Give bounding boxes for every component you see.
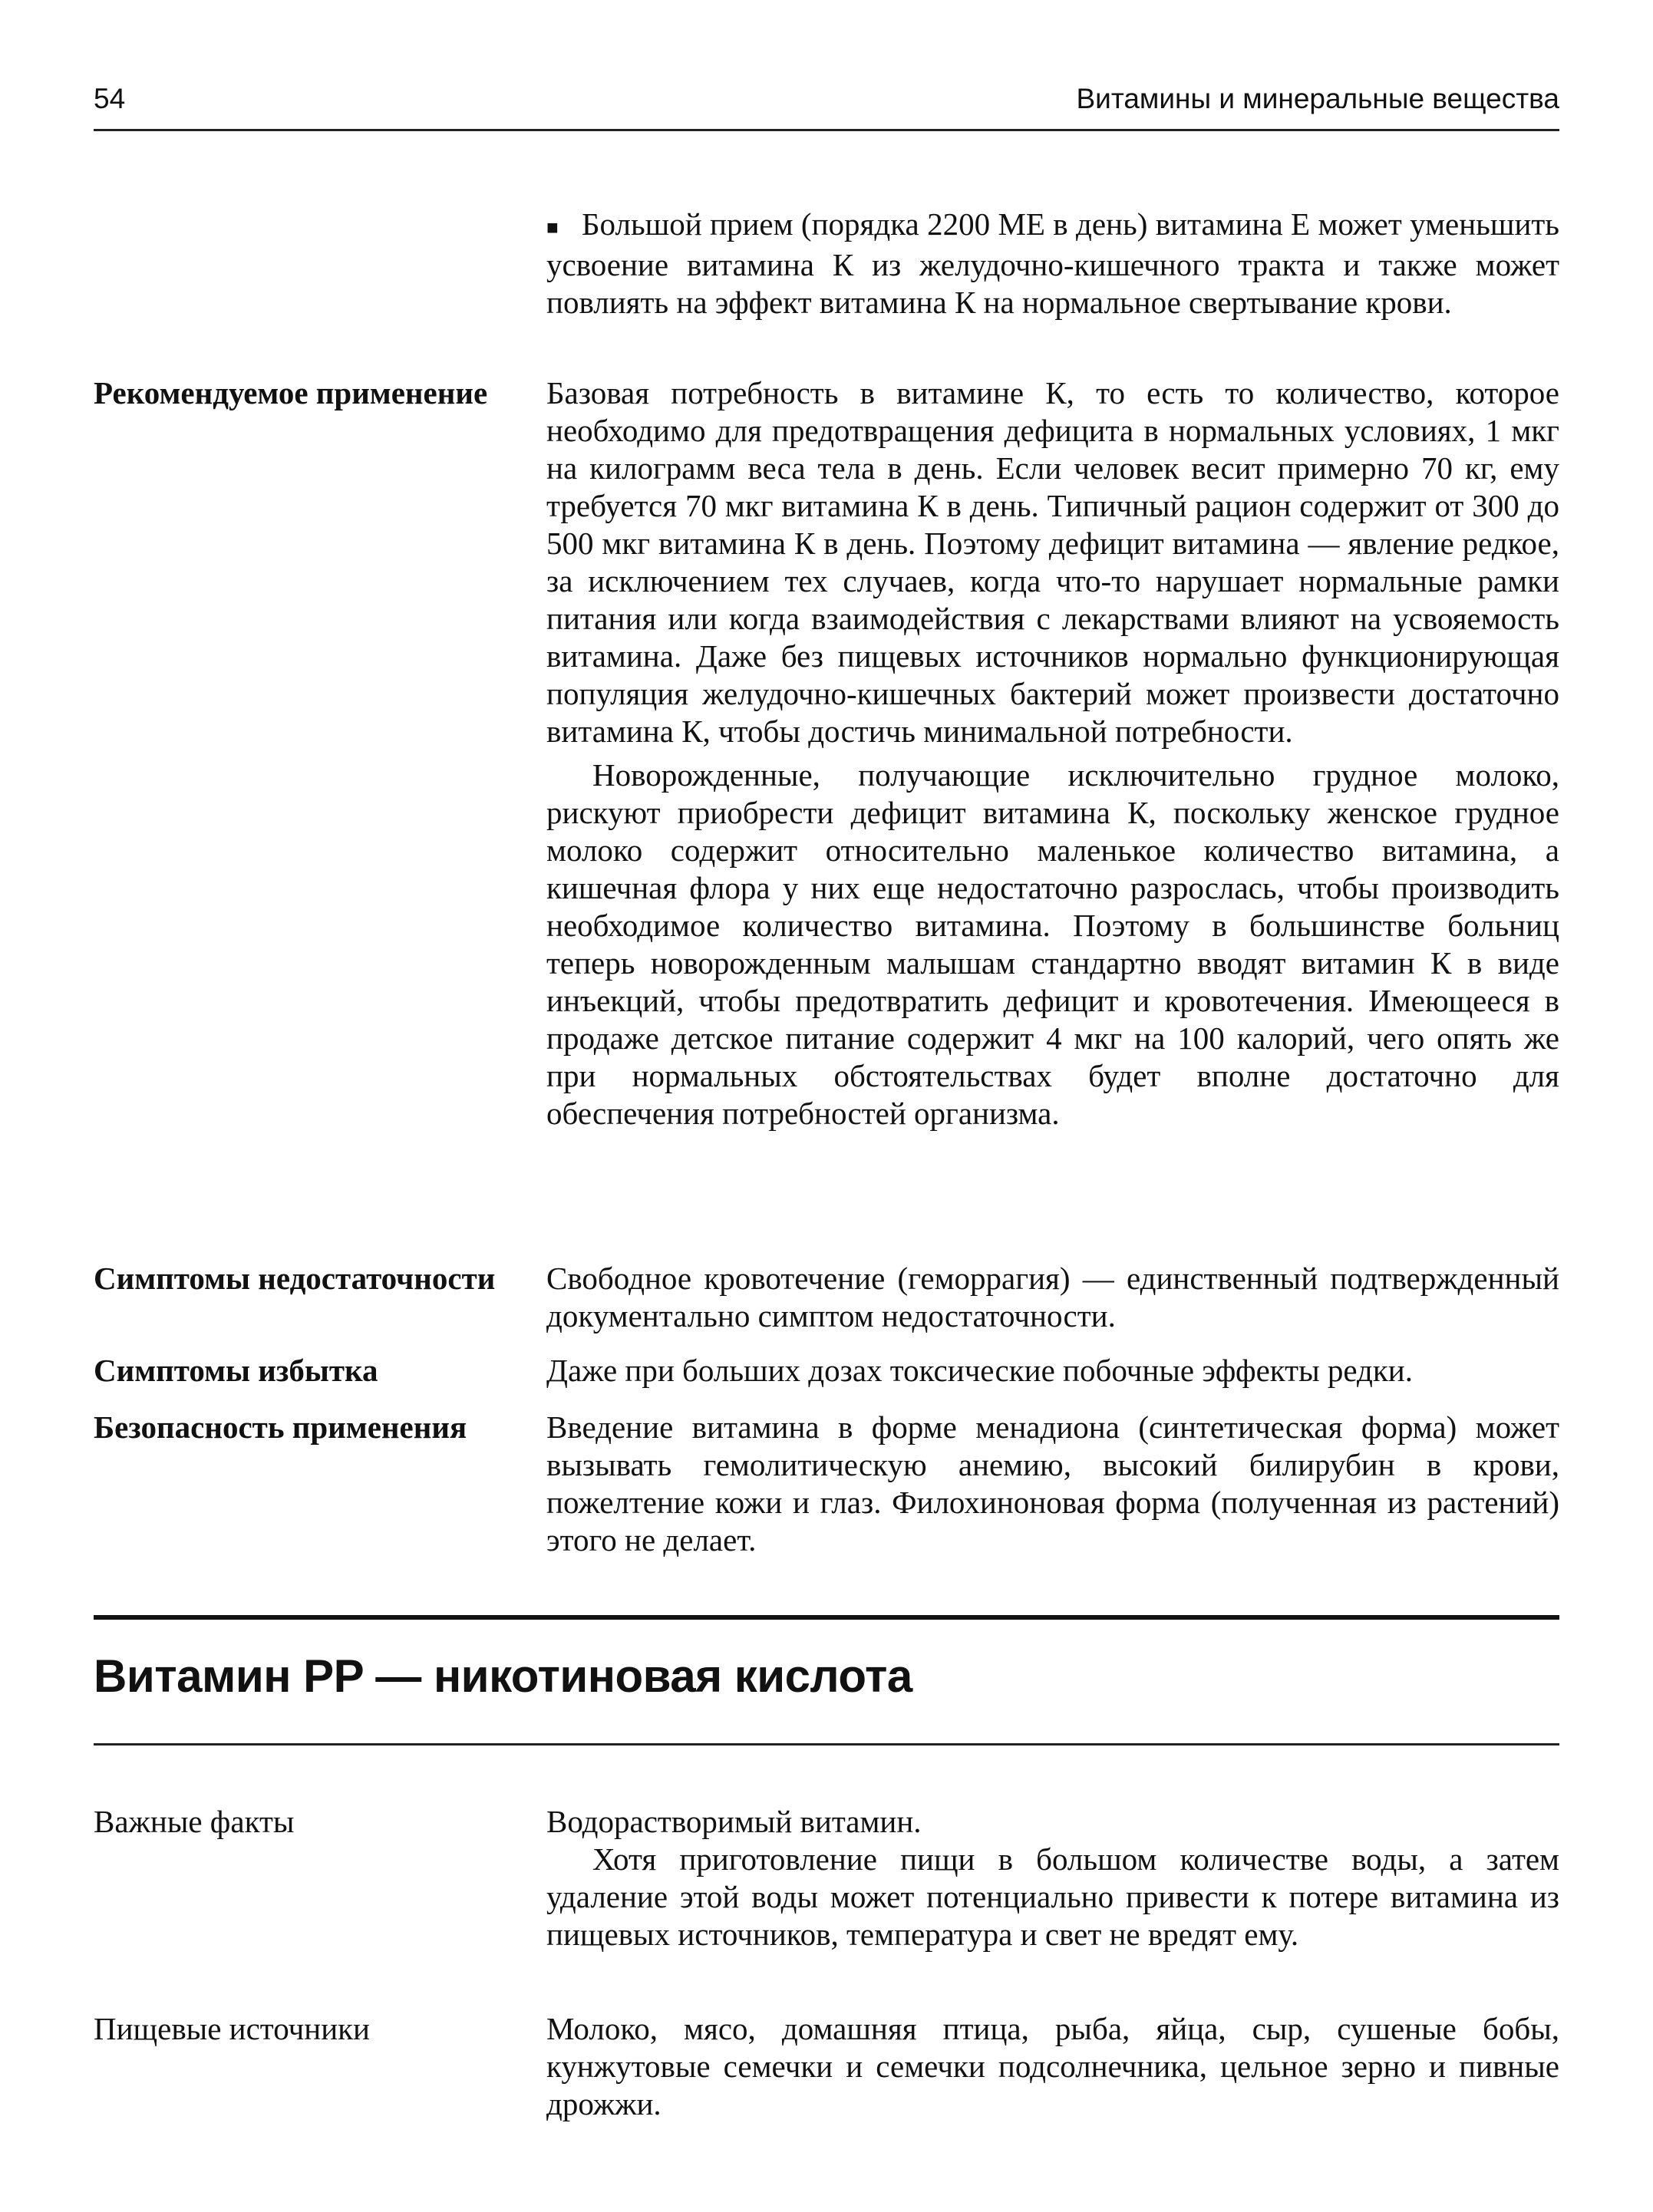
safety-text: Введение витамина в форме менадиона (синтетическая форма) может вызывать гемолитическую анемию, высокий билирубин в крови, пожелтение кожи и глаз. Филохиноновая форма (полученная из растений) этого не делает.: [546, 1409, 1559, 1558]
excess-text: Даже при больших дозах токсические побочные эффекты редки.: [546, 1353, 1414, 1388]
sources-label: Пищевые источники: [94, 2011, 370, 2046]
sources-text: Молоко, мясо, домашняя птица, рыба, яйца, сыр, сушеные бобы, кунжутовые семечки и семечки подсолнечника, цельное зерно и пивные дрожжи.: [546, 2011, 1559, 2121]
facts-label: Важные факты: [94, 1804, 295, 1839]
running-title: Витамины и минеральные вещества: [1076, 83, 1559, 114]
intro-bullet: [546, 206, 1559, 321]
excess-label: Симптомы избытка: [94, 1353, 378, 1388]
safety-label: Безопасность применения: [94, 1409, 467, 1445]
section-title: Витамин PP — никотиновая кислота: [94, 1650, 912, 1702]
deficiency-text: Свободное кровотечение (геморрагия) — единственный подтвержденный документально симптом недостаточности.: [546, 1261, 1559, 1333]
facts-line-1: Водорастворимый витамин.: [546, 1804, 922, 1839]
recommended-body: [546, 374, 1559, 1132]
page-number: 54: [94, 83, 126, 114]
deficiency-label: Симптомы недостаточности: [94, 1261, 496, 1296]
page-header: [94, 83, 1559, 131]
recommended-paragraph-1: Базовая потребность в витамине К, то есть то количество, которое необходимо для предотвращения дефицита в нормальных условиях, 1 мкг на килограмм веса тела в день. Если человек весит примерно 70 кг, ему требуется 70 мкг витамина К в день. Типичный рацион содержит от 300 до 500 мкг витамина К в день. Поэтому дефицит витамина — явление редкое, за исключением тех случаев, когда что-то нарушает нормальные рамки питания или когда взаимодействия с лекарствами влияют на усвояемость витамина. Даже без пищевых источников нормально функционирующая популяция желудочно-кишечных бактерий может произвести достаточно витамина К, чтобы достичь минимальной потребности.: [546, 375, 1559, 749]
section-divider-top: [94, 1615, 1559, 1620]
section-divider-bottom: [94, 1743, 1559, 1746]
facts-body: [546, 1803, 1559, 1953]
recommended-label: Рекомендуемое применение: [94, 375, 488, 410]
recommended-paragraph-2: Новорожденные, получающие исключительно грудное молоко, рискуют приобрести дефицит витамина К, поскольку женское грудное молоко содержит относительно маленькое количество витамина, а кишечная флора у них еще недостаточно разрослась, чтобы производить необходимое количество витамина. Поэтому в большинстве больниц теперь новорожденным малышам стандартно вводят витамин К в виде инъекций, чтобы предотвратить дефицит и кровотечения. Имеющееся в продаже детское питание содержит 4 мкг на 100 калорий, чего опять же при нормальных обстоятельствах будет вполне достаточно для обеспечения потребностей организма.: [546, 757, 1559, 1131]
facts-paragraph: Хотя приготовление пищи в большом количестве воды, а затем удаление этой воды может потенциально привести к потере витамина из пищевых источников, температура и свет не вредят ему.: [546, 1841, 1559, 1952]
bullet-icon: ■: [546, 216, 559, 239]
intro-bullet-text: Большой прием (порядка 2200 МЕ в день) витамина Е может уменьшить усвоение витамина К из желудочно-кишечного тракта и также может повлиять на эффект витамина К на нормальное свертывание крови.: [546, 206, 1559, 321]
